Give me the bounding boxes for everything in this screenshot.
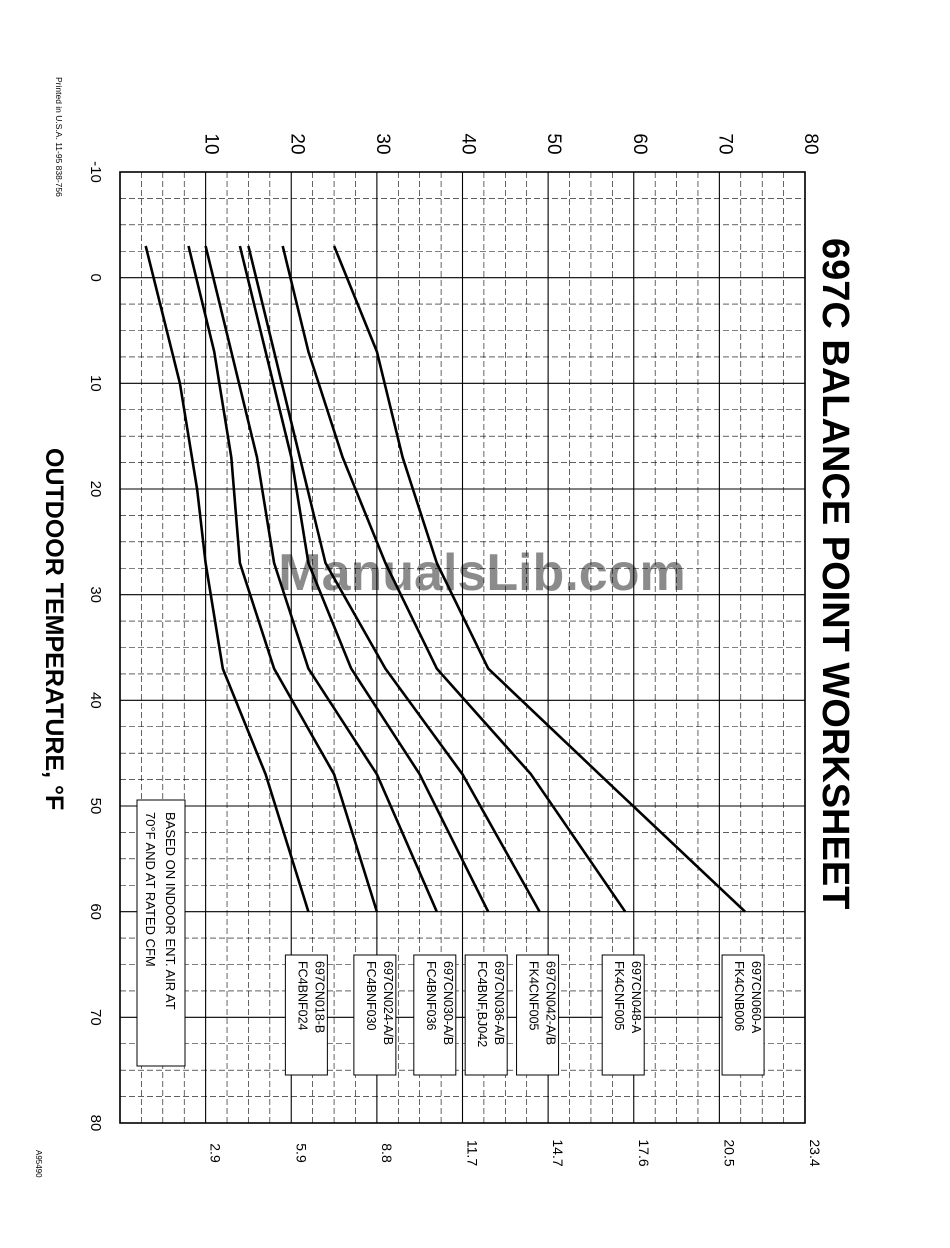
- x-tick-label: 50: [87, 797, 104, 815]
- series-label-text: 697CN024-A/B: [380, 961, 395, 1046]
- x-axis-label: OUTDOOR TEMPERATURE, °F: [40, 448, 68, 811]
- note-line-2: 70°F AND AT RATED CFM: [143, 812, 158, 967]
- y-tick-label: 60: [628, 133, 650, 155]
- x-tick-label: 20: [87, 480, 104, 498]
- print-info: Printed in U.S.A. 11-95 838-756: [54, 77, 64, 197]
- series-label-boxes: [285, 955, 764, 1075]
- y-tick-label: 30: [371, 133, 393, 155]
- x-tick-label: 80: [87, 1114, 104, 1132]
- note-box: [137, 800, 185, 1066]
- series-label-text: 697CN018-B: [312, 961, 327, 1034]
- y-tick-label: 50: [543, 133, 565, 155]
- x-tick-label: 40: [87, 691, 104, 709]
- series-label-text: FK4CNF005: [526, 961, 541, 1031]
- series-label-text: FK4CNF005: [612, 961, 627, 1031]
- y-tick-label: 40: [457, 133, 479, 155]
- series-label-box-5: [517, 955, 559, 1075]
- secondary-tick-label: 5.9: [293, 1143, 310, 1163]
- series-label-text: 697CN048-A: [629, 961, 644, 1034]
- secondary-tick-label: 2.9: [207, 1143, 224, 1163]
- x-tick-label: 70: [87, 1008, 104, 1026]
- secondary-tick-label: 17.6: [635, 1139, 652, 1167]
- secondary-tick-label: 20.5: [721, 1139, 738, 1167]
- secondary-tick-label: 14.7: [550, 1139, 567, 1167]
- y-tick-label: 20: [286, 133, 308, 155]
- chart-title: 697C BALANCE POINT WORKSHEET: [814, 238, 856, 910]
- series-label-text: FC4BNF030: [363, 961, 378, 1031]
- secondary-tick-label: 11.7: [464, 1139, 481, 1167]
- watermark: ManualsLib.com: [278, 544, 686, 602]
- secondary-tick-label: 8.8: [378, 1143, 395, 1163]
- x-tick-label: 0: [87, 273, 104, 282]
- x-tick-label: 10: [87, 374, 104, 392]
- series-label-text: 697CN042-A/B: [543, 961, 558, 1046]
- secondary-tick-label: 23.4: [807, 1139, 823, 1167]
- series-label-text: FK4CNB006: [732, 961, 747, 1032]
- series-label-text: 697CN060-A: [749, 961, 764, 1034]
- y-tick-label: 80: [800, 133, 821, 155]
- y-tick-label: 10: [200, 133, 222, 155]
- x-tick-label: 30: [87, 586, 104, 604]
- x-tick-label: -10: [87, 161, 104, 183]
- x-tick-label: 60: [87, 903, 104, 921]
- series-label-text: 697CN036-A/B: [492, 961, 507, 1046]
- series-label-text: 697CN030-A/B: [440, 961, 455, 1046]
- series-label-text: FC4BNF024: [295, 961, 310, 1031]
- series-label-text: FC4BNF036: [423, 961, 438, 1031]
- note-line-1: BASED ON INDOOR ENT. AIR AT: [163, 812, 178, 1010]
- y-tick-label: 70: [714, 133, 736, 155]
- series-label-box-2: [354, 955, 396, 1075]
- series-label-box-4: [465, 955, 507, 1075]
- series-label-text: FC4BNF,BJ042: [475, 961, 490, 1048]
- figure-code: A95490: [34, 1150, 43, 1178]
- series-label-box-7: [722, 955, 764, 1075]
- series-label-box-1: [285, 955, 327, 1075]
- series-label-box-6: [602, 955, 644, 1075]
- series-label-box-3: [414, 955, 456, 1075]
